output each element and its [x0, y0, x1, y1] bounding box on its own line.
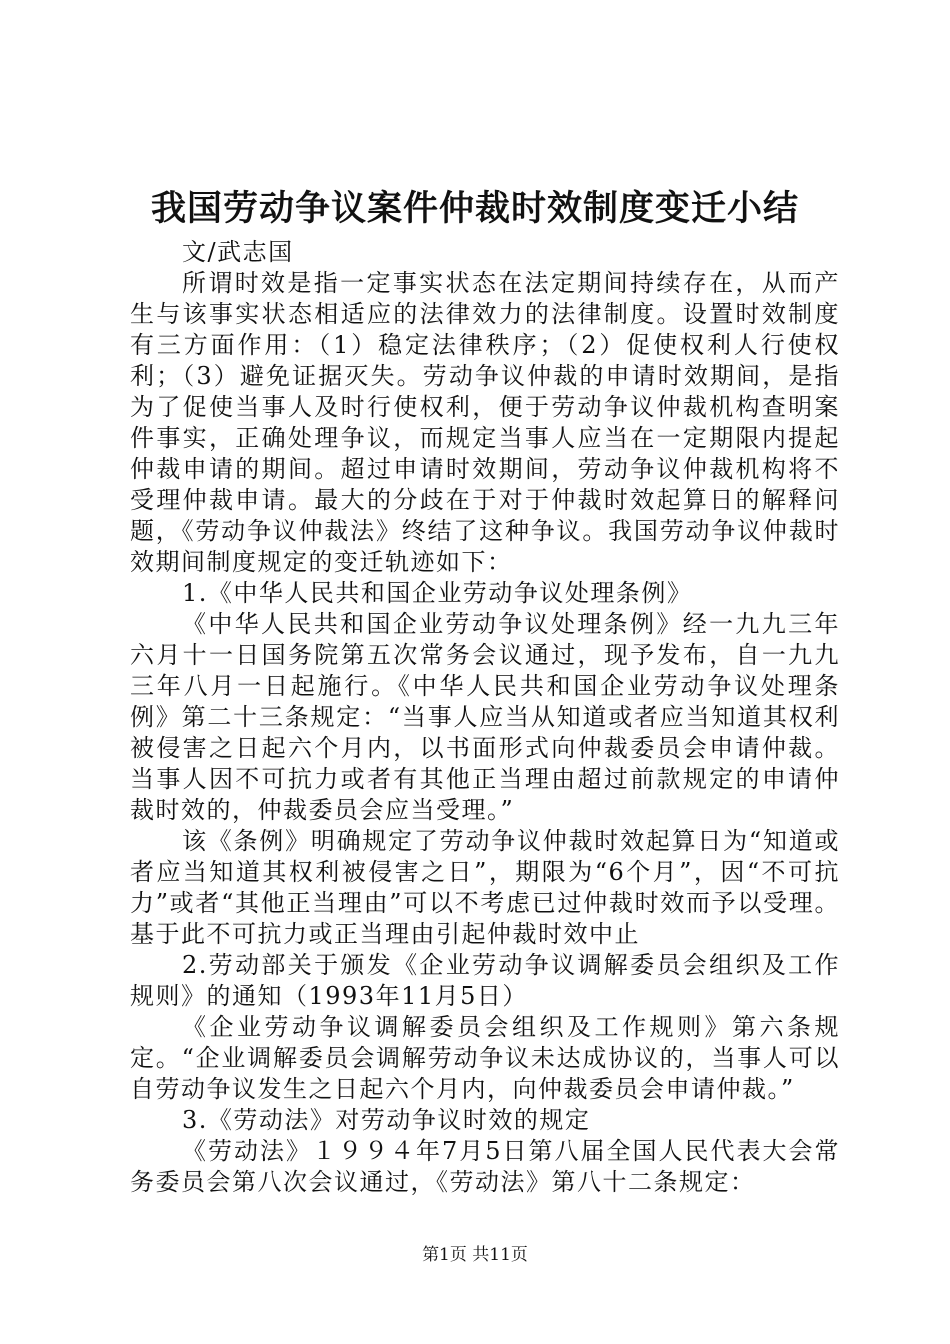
paragraph: 《中华人民共和国企业劳动争议处理条例》经一九九三年六月十一日国务院第五次常务会议通过，现予发布，自一九九三年八月一日起施行。《中华人民共和国企业劳动争议处理条例》第二十三条规定：“当事人应当从知道或者应当知道其权利被侵害之日起六个月内，以书面形式向仲裁委员会申请仲裁。当事人因不可抗力或者有其他正当理由超过前款规定的申请仲裁时效的，仲裁委员会应当受理。” — [130, 610, 840, 824]
section-heading: 1.《中华人民共和国企业劳动争议处理条例》 — [182, 579, 693, 607]
paragraph: 所谓时效是指一定事实状态在法定期间持续存在，从而产生与该事实状态相适应的法律效力的法律制度。设置时效制度有三方面作用：（1）稳定法律秩序；（2）促使权利人行使权利；（3）避免证据灭失。劳动争议仲裁的申请时效期间，是指为了促使当事人及时行使权利，便于劳动争议仲裁机构查明案件事实，正确处理争议，而规定当事人应当在一定期限内提起仲裁申请的期间。超过申请时效期间，劳动争议仲裁机构将不受理仲裁申请。最大的分歧在于对于仲裁时效起算日的解释问题，《劳动争议仲裁法》终结了这种争议。我国劳动争议仲裁时效期间制度规定的变迁轨迹如下： — [130, 269, 840, 576]
author-byline: 文/武志国 — [182, 238, 294, 266]
section-heading: 3.《劳动法》对劳动争议时效的规定 — [182, 1106, 591, 1134]
paragraph: 《企业劳动争议调解委员会组织及工作规则》第六条规定。“企业调解委员会调解劳动争议未达成协议的，当事人可以自劳动争议发生之日起六个月内，向仲裁委员会申请仲裁。” — [130, 1013, 840, 1103]
paragraph: 《劳动法》１９９４年7月5日第八届全国人民代表大会常务委员会第八次会议通过，《劳动法》第八十二条规定： — [130, 1137, 840, 1196]
document-body — [130, 237, 840, 1198]
page-number-footer: 第1页 共11页 — [422, 1245, 528, 1265]
document-title: 我国劳动争议案件仲裁时效制度变迁小结 — [150, 188, 799, 229]
paragraph: 该《条例》明确规定了劳动争议仲裁时效起算日为“知道或者应当知道其权利被侵害之日”，期限为“6个月”，因“不可抗力”或者“其他正当理由”可以不考虑已过仲裁时效而予以受理。基于此不可抗力或正当理由引起仲裁时效中止 — [130, 827, 840, 948]
section-heading: 2.劳动部关于颁发《企业劳动争议调解委员会组织及工作规则》的通知（1993年11月5日） — [130, 951, 840, 1010]
